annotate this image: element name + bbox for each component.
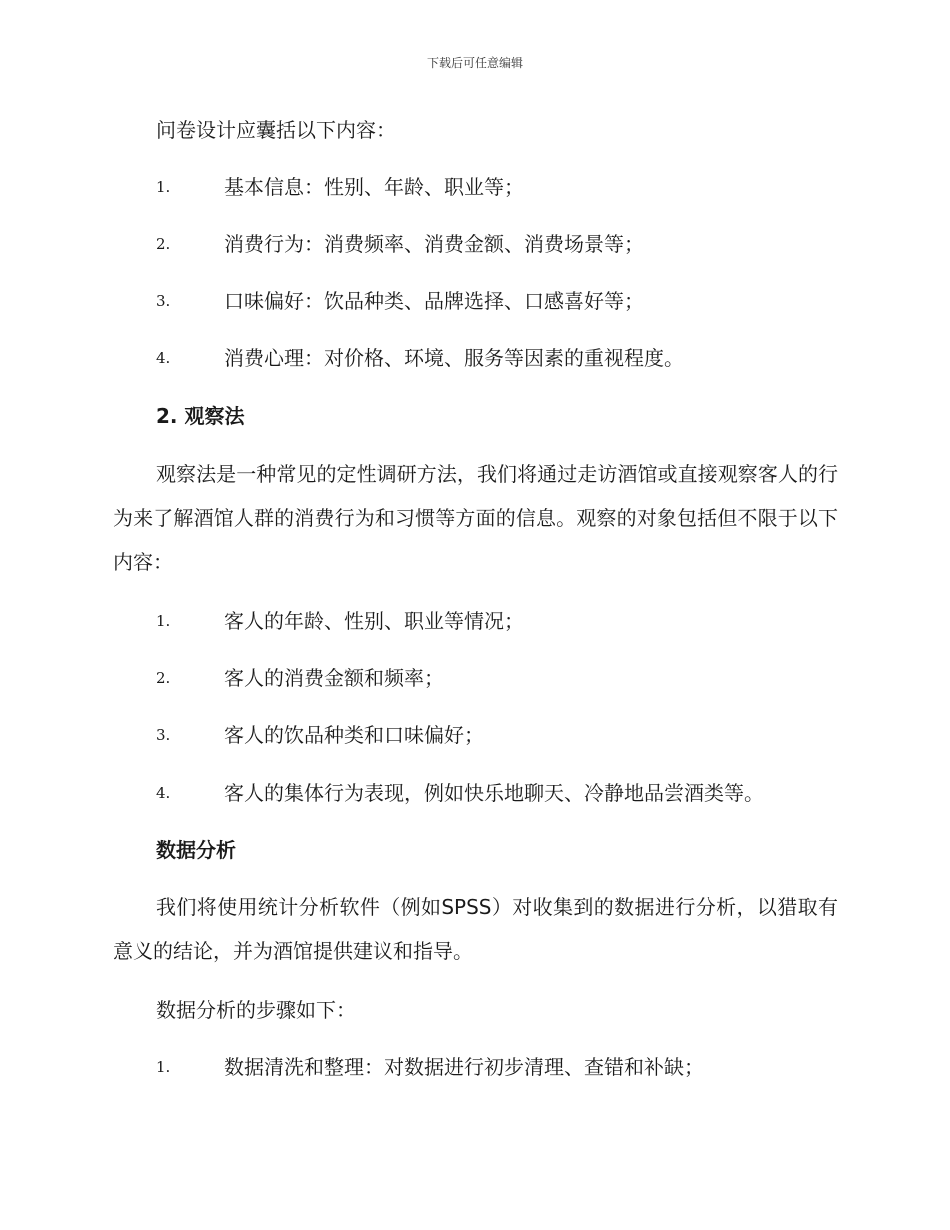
list-item xyxy=(0,165,950,209)
list-number: 1. xyxy=(156,178,171,196)
list-item xyxy=(0,771,950,815)
list-item xyxy=(0,222,950,266)
list-number: 2. xyxy=(156,669,171,687)
list-text: 数据清洗和整理：对数据进行初步清理、查错和补缺； xyxy=(224,1055,704,1079)
page-header-note: 下载后可任意编辑 xyxy=(426,56,523,70)
list-text: 消费行为：消费频率、消费金额、消费场景等； xyxy=(224,232,644,256)
list-item xyxy=(0,656,950,700)
analysis-paragraph: 我们将使用统计分析软件（例如SPSS）对收集到的数据进行分析，以猎取有意义的结论，并为酒馆提供建议和指导。 xyxy=(113,895,838,963)
list-number: 4. xyxy=(156,784,171,802)
list-item xyxy=(0,279,950,323)
analysis-steps-intro: 数据分析的步骤如下： xyxy=(156,998,356,1022)
list-number: 3. xyxy=(156,292,171,310)
list-number: 1. xyxy=(156,1058,171,1076)
list-text: 客人的消费金额和频率； xyxy=(224,666,444,690)
list-text: 口味偏好：饮品种类、品牌选择、口感喜好等； xyxy=(224,289,644,313)
list-item xyxy=(0,713,950,757)
list-text: 消费心理：对价格、环境、服务等因素的重视程度。 xyxy=(224,346,684,370)
list-item xyxy=(0,336,950,380)
list-number: 3. xyxy=(156,726,171,744)
list-item xyxy=(0,599,950,643)
list-text: 客人的年龄、性别、职业等情况； xyxy=(224,609,524,633)
list-number: 1. xyxy=(156,612,171,630)
section-heading-observation: 2. 观察法 xyxy=(156,404,245,428)
observation-paragraph: 观察法是一种常见的定性调研方法，我们将通过走访酒馆或直接观察客人的行为来了解酒馆人群的消费行为和习惯等方面的信息。观察的对象包括但不限于以下内容： xyxy=(113,462,838,574)
list-number: 4. xyxy=(156,349,171,367)
list-text: 客人的集体行为表现，例如快乐地聊天、冷静地品尝酒类等。 xyxy=(224,781,764,805)
section-heading-analysis: 数据分析 xyxy=(156,838,236,862)
list-number: 2. xyxy=(156,235,171,253)
survey-intro: 问卷设计应囊括以下内容： xyxy=(156,118,396,142)
list-text: 客人的饮品种类和口味偏好； xyxy=(224,723,484,747)
list-item xyxy=(0,1045,950,1089)
list-text: 基本信息：性别、年龄、职业等； xyxy=(224,175,524,199)
